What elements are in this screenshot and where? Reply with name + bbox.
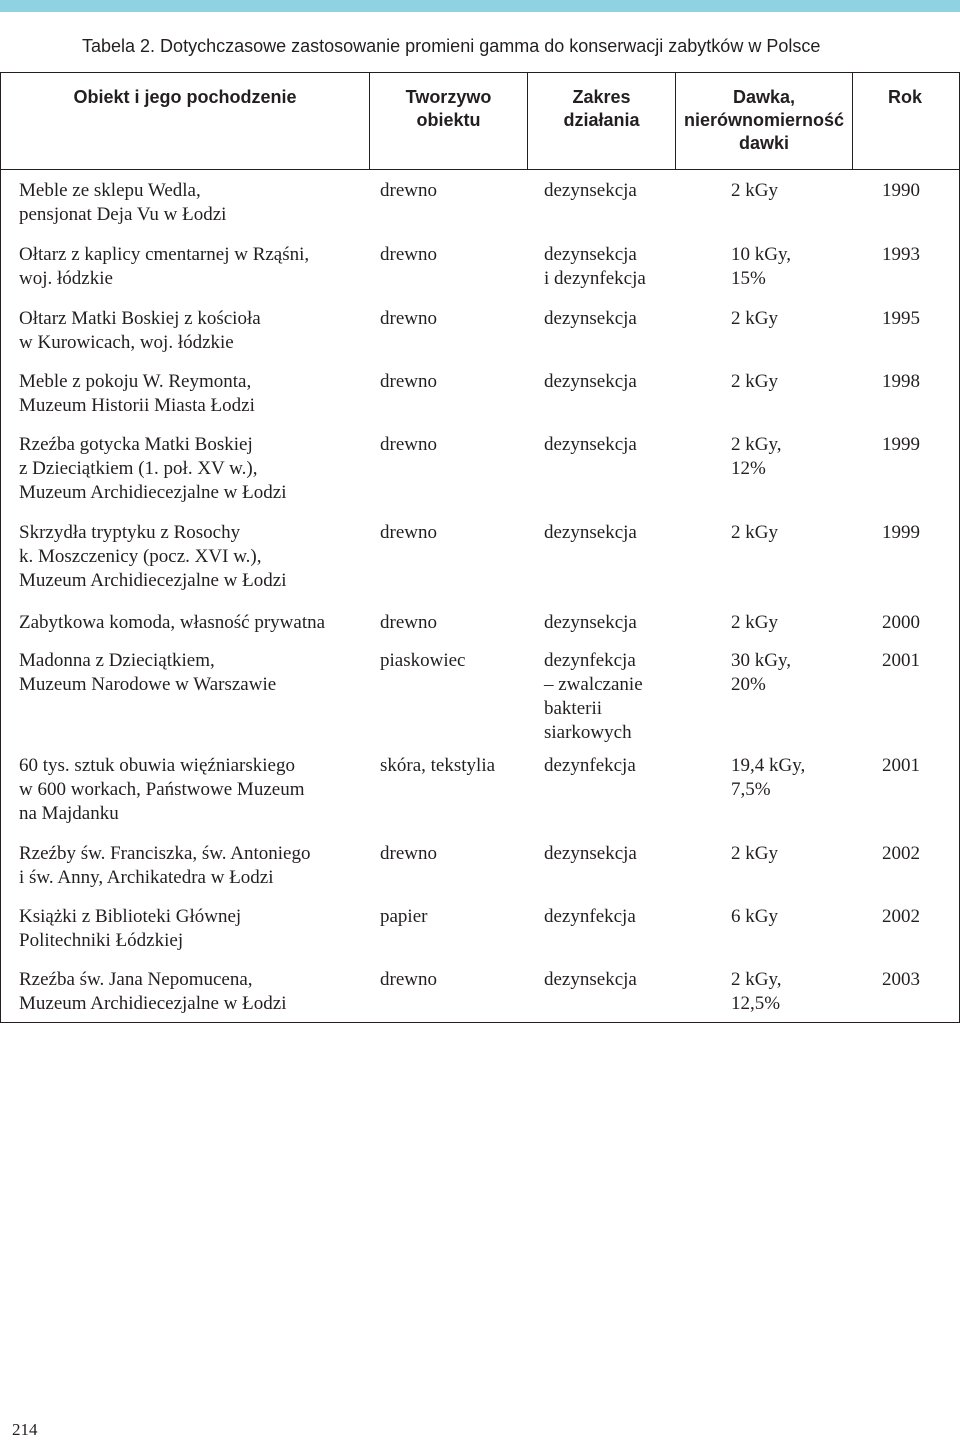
cell-scope: dezynfekcja <box>544 755 636 776</box>
header-object: Obiekt i jego pochodzenie <box>1 73 370 169</box>
cell-dose: 2 kGy <box>731 308 778 329</box>
cell-year: 2003 <box>882 969 920 990</box>
cell-material: drewno <box>380 522 437 543</box>
page-number: 214 <box>12 1420 38 1439</box>
cell-dose: 6 kGy <box>731 906 778 927</box>
cell-year: 1993 <box>882 244 920 265</box>
cell-object: Rzeźba gotycka Matki Boskiej z Dzieciątkiem (1. poł. XV w.), Muzeum Archidiecezjalne w Łodzi <box>19 434 287 503</box>
cell-scope: dezynsekcja <box>544 308 637 329</box>
cell-scope: dezynsekcja <box>544 371 637 392</box>
table-body <box>1 170 959 1022</box>
cell-material: piaskowiec <box>380 650 466 671</box>
table-row <box>1 298 959 361</box>
cell-year: 2002 <box>882 843 920 864</box>
header-dose: Dawka, nierównomierność dawki <box>676 73 853 169</box>
cell-dose: 2 kGy <box>731 371 778 392</box>
header-scope: Zakres działania <box>528 73 676 169</box>
cell-object: Meble z pokoju W. Reymonta, Muzeum Historii Miasta Łodzi <box>19 371 255 416</box>
cell-material: drewno <box>380 371 437 392</box>
cell-dose: 2 kGy, 12% <box>731 434 782 479</box>
cell-dose: 2 kGy, 12,5% <box>731 969 782 1014</box>
cell-scope: dezynsekcja <box>544 180 637 201</box>
cell-dose: 2 kGy <box>731 843 778 864</box>
header-material: Tworzywo obiektu <box>370 73 528 169</box>
cell-object: Ołtarz Matki Boskiej z kościoła w Kurowicach, woj. łódzkie <box>19 308 261 353</box>
cell-scope: dezynsekcja <box>544 612 637 633</box>
table-header <box>1 73 959 170</box>
cell-scope: dezynfekcja <box>544 906 636 927</box>
cell-scope: dezynsekcja <box>544 843 637 864</box>
table-row <box>1 745 959 833</box>
cell-scope: dezynfekcja – zwalczanie bakterii siarkowych <box>544 650 643 743</box>
cell-object: Zabytkowa komoda, własność prywatna <box>19 612 326 633</box>
cell-object: 60 tys. sztuk obuwia więźniarskiego w 600 workach, Państwowe Muzeum na Majdanku <box>19 755 305 824</box>
cell-scope: dezynsekcja <box>544 969 637 990</box>
cell-dose: 2 kGy <box>731 180 778 201</box>
cell-object: Meble ze sklepu Wedla, pensjonat Deja Vu w Łodzi <box>19 180 227 225</box>
table-caption: Tabela 2. Dotychczasowe zastosowanie promieni gamma do konserwacji zabytków w Polsce <box>82 36 821 56</box>
header-year: Rok <box>887 87 922 107</box>
cell-dose: 30 kGy, 20% <box>731 650 791 695</box>
table-row <box>1 424 959 512</box>
table-row <box>1 959 959 1022</box>
cell-dose: 2 kGy <box>731 612 778 633</box>
cell-object: Madonna z Dzieciątkiem, Muzeum Narodowe w Warszawie <box>19 650 277 695</box>
cell-material: drewno <box>380 969 437 990</box>
table-row <box>1 602 959 640</box>
cell-scope: dezynsekcja i dezynfekcja <box>544 244 646 289</box>
cell-dose: 10 kGy, 15% <box>731 244 791 289</box>
cell-object: Książki z Biblioteki Głównej Politechniki Łódzkiej <box>19 906 242 951</box>
table-row <box>1 640 959 745</box>
table-row <box>1 833 959 896</box>
cell-year: 1999 <box>882 522 920 543</box>
cell-scope: dezynsekcja <box>544 434 637 455</box>
cell-year: 1990 <box>882 180 920 201</box>
cell-material: drewno <box>380 843 437 864</box>
gamma-table <box>0 72 960 1023</box>
cell-year: 1998 <box>882 371 920 392</box>
cell-year: 2001 <box>882 755 920 776</box>
cell-object: Ołtarz z kaplicy cmentarnej w Rząśni, woj. łódzkie <box>19 244 310 289</box>
cell-year: 2000 <box>882 612 920 633</box>
table-row <box>1 234 959 298</box>
cell-year: 1995 <box>882 308 920 329</box>
table-row <box>1 512 959 602</box>
cell-object: Rzeźby św. Franciszka, św. Antoniego i św. Anny, Archikatedra w Łodzi <box>19 843 311 888</box>
cell-material: skóra, tekstylia <box>380 755 496 776</box>
cell-object: Rzeźba św. Jana Nepomucena, Muzeum Archidiecezjalne w Łodzi <box>19 969 287 1014</box>
top-color-bar <box>0 0 960 12</box>
cell-dose: 2 kGy <box>731 522 778 543</box>
cell-year: 1999 <box>882 434 920 455</box>
cell-material: papier <box>380 906 428 927</box>
cell-scope: dezynsekcja <box>544 522 637 543</box>
cell-material: drewno <box>380 434 437 455</box>
cell-material: drewno <box>380 612 437 633</box>
cell-material: drewno <box>380 180 437 201</box>
cell-object: Skrzydła tryptyku z Rosochy k. Moszczenicy (pocz. XVI w.), Muzeum Archidiecezjalne w Łodzi <box>19 522 287 591</box>
cell-year: 2001 <box>882 650 920 671</box>
cell-material: drewno <box>380 308 437 329</box>
cell-dose: 19,4 kGy, 7,5% <box>731 755 806 800</box>
table-row <box>1 170 959 234</box>
table-row <box>1 361 959 424</box>
cell-material: drewno <box>380 244 437 265</box>
cell-year: 2002 <box>882 906 920 927</box>
table-row <box>1 896 959 959</box>
